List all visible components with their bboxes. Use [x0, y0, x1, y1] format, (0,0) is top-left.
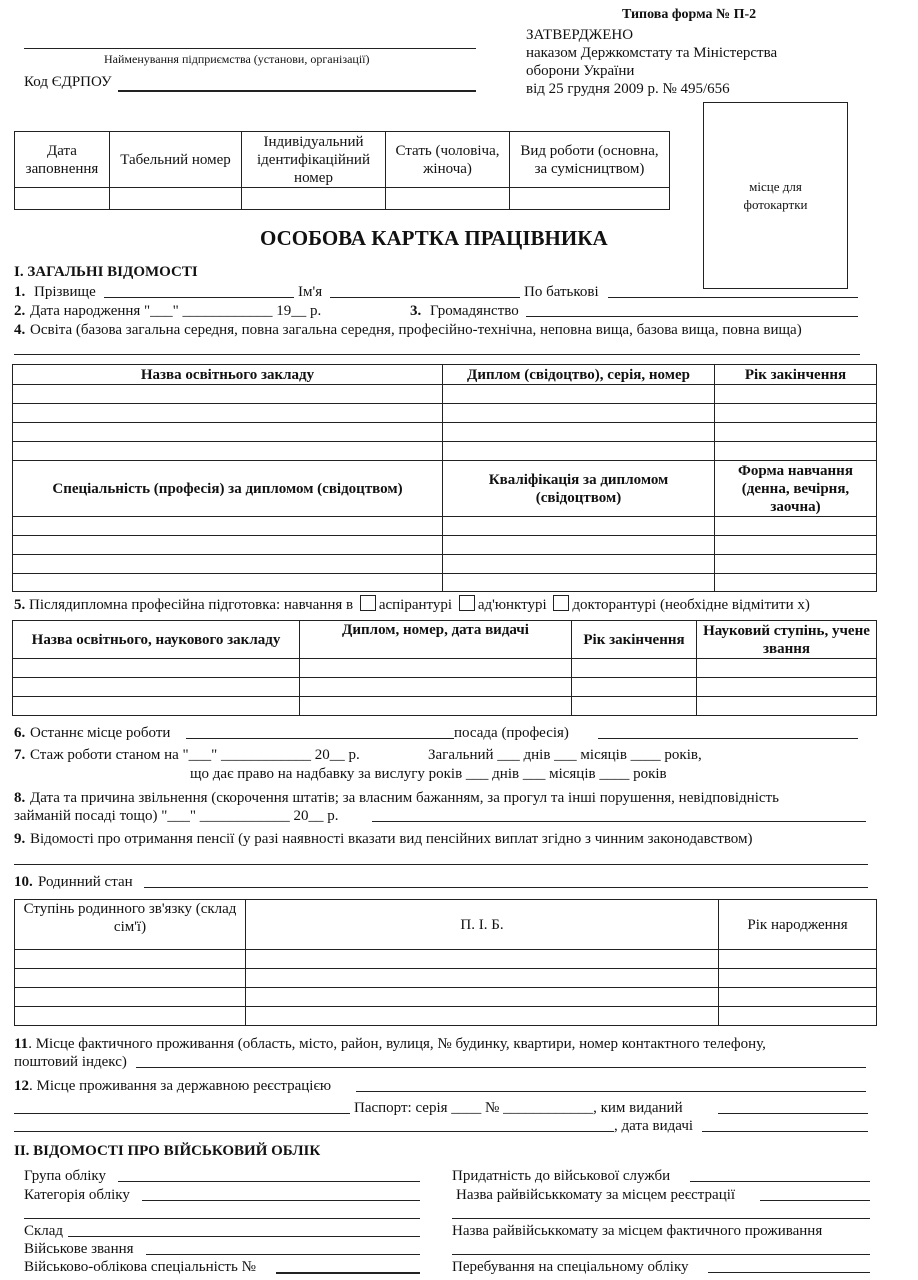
- adyunktura-label: ад'юнктурі: [477, 597, 547, 613]
- photo-placeholder: [703, 102, 848, 289]
- work-type-cell[interactable]: [510, 188, 670, 210]
- aspirantura-checkbox[interactable]: [360, 595, 376, 611]
- last-job-label: Останнє місце роботи: [30, 725, 171, 741]
- group-field[interactable]: [118, 1181, 420, 1182]
- rank-field[interactable]: [146, 1254, 420, 1255]
- issue-date-field[interactable]: [702, 1131, 868, 1132]
- patronymic-label: По батькові: [524, 284, 599, 300]
- header-tax-id: Індивідуальний ідентифікаційний номер: [242, 132, 386, 188]
- special-label: Перебування на спеціальному обліку: [452, 1259, 689, 1275]
- registration-field-2[interactable]: [14, 1113, 350, 1114]
- fam-cell[interactable]: [246, 988, 719, 1007]
- pg-cell[interactable]: [13, 659, 300, 678]
- fam-cell[interactable]: [719, 988, 877, 1007]
- item8-number: 8.: [14, 790, 26, 806]
- office-reg-field-2[interactable]: [452, 1218, 870, 1219]
- fam-cell[interactable]: [719, 1007, 877, 1026]
- header-date-filled: Дата заповнення: [15, 132, 110, 188]
- edu-cell[interactable]: [715, 536, 877, 555]
- surname-label: Прізвище: [34, 284, 96, 300]
- edrpou-field[interactable]: [118, 90, 476, 92]
- pg-cell[interactable]: [300, 678, 572, 697]
- fitness-field[interactable]: [690, 1181, 870, 1182]
- form-type: Типова форма № П-2: [622, 7, 757, 22]
- aspirantura-label: аспірантурі: [378, 597, 453, 613]
- item12-number: 12: [14, 1078, 29, 1094]
- residence-row: [14, 1035, 766, 1053]
- family-field[interactable]: [144, 887, 868, 888]
- edu-cell[interactable]: [715, 404, 877, 423]
- edu-cell[interactable]: [13, 536, 443, 555]
- edu-cell[interactable]: [715, 385, 877, 404]
- special-field[interactable]: [708, 1272, 870, 1273]
- doktorantura-label: докторантурі (необхідне відмітити х): [572, 597, 810, 613]
- edu-cell[interactable]: [443, 517, 715, 536]
- item4-number: 4.: [14, 322, 26, 338]
- edu-header-year: Рік закінчення: [715, 365, 877, 385]
- pg-header-degree: Науковий ступінь, учене звання: [697, 621, 877, 659]
- approved-line-4: від 25 грудня 2009 р. № 495/656: [526, 81, 730, 97]
- edu-cell[interactable]: [443, 536, 715, 555]
- fam-cell[interactable]: [246, 1007, 719, 1026]
- adyunktura-checkbox[interactable]: [459, 595, 475, 611]
- postgrad-table: [12, 620, 877, 716]
- registration-row: [14, 1077, 331, 1095]
- gender-cell[interactable]: [386, 188, 510, 210]
- edu-cell[interactable]: [443, 555, 715, 574]
- date-filled-cell[interactable]: [15, 188, 110, 210]
- personnel-number-cell[interactable]: [110, 188, 242, 210]
- name-field[interactable]: [330, 297, 520, 298]
- office-actual-label: Назва райвійськкомату за місцем фактичного проживання: [452, 1223, 823, 1239]
- position-label: посада (професія): [454, 725, 569, 741]
- issued-by-field[interactable]: [718, 1113, 868, 1114]
- pg-cell[interactable]: [697, 697, 877, 716]
- family-label: Родинний стан: [38, 874, 133, 890]
- pg-cell[interactable]: [572, 697, 697, 716]
- pg-header-institution: Назва освітнього, наукового закладу: [13, 621, 300, 659]
- header-work-type: Вид роботи (основна, за сумісництвом): [510, 132, 670, 188]
- top-info-table: [14, 131, 670, 210]
- pg-cell[interactable]: [300, 659, 572, 678]
- edu-cell[interactable]: [715, 517, 877, 536]
- pg-cell[interactable]: [697, 678, 877, 697]
- category-field[interactable]: [142, 1200, 420, 1201]
- edu-cell[interactable]: [13, 404, 443, 423]
- pension-label: Відомості про отримання пенсії (у разі наявності вказати вид пенсійних виплат згідно з чинним законодавством): [30, 831, 753, 847]
- edu-header-diploma: Диплом (свідоцтво), серія, номер: [443, 365, 715, 385]
- edu-header-study-form: Форма навчання (денна, вечірня, заочна): [715, 461, 877, 517]
- pension-field[interactable]: [14, 864, 868, 865]
- patronymic-field[interactable]: [608, 297, 858, 298]
- edu-cell[interactable]: [443, 442, 715, 461]
- edrpou-label: Код ЄДРПОУ: [24, 74, 112, 90]
- experience-label[interactable]: Стаж роботи станом на "___" ____________ 20__ р.: [30, 747, 360, 763]
- fam-header-relation: Ступінь родинного зв'язку (склад сім'ї): [15, 900, 246, 950]
- office-reg-field[interactable]: [760, 1200, 870, 1201]
- education-field[interactable]: [14, 354, 860, 355]
- org-name-field[interactable]: [24, 48, 476, 49]
- fam-cell[interactable]: [719, 969, 877, 988]
- edu-cell[interactable]: [13, 574, 443, 592]
- dismissal-label-2[interactable]: займаній посаді тощо) "___" ____________ 20__ р.: [14, 808, 339, 824]
- last-job-field[interactable]: [186, 738, 454, 739]
- office-actual-field[interactable]: [452, 1254, 870, 1255]
- surname-field[interactable]: [104, 297, 294, 298]
- rank-label: Військове звання: [24, 1241, 134, 1257]
- citizenship-field[interactable]: [526, 316, 858, 317]
- bonus-experience[interactable]: що дає право на надбавку за вислугу років ___ днів ___ місяців ____ років: [190, 766, 667, 782]
- composition-field[interactable]: [68, 1236, 420, 1237]
- postgrad-row: [14, 595, 810, 614]
- edu-header-institution: Назва освітнього закладу: [13, 365, 443, 385]
- item9-number: 9.: [14, 831, 26, 847]
- fam-cell[interactable]: [246, 969, 719, 988]
- fitness-label: Придатність до військової служби: [452, 1168, 671, 1184]
- residence-label: . Місце фактичного проживання (область, місто, район, вулиця, № будинку, квартири, номер контактного телефону,: [28, 1036, 766, 1052]
- group-label: Група обліку: [24, 1168, 106, 1184]
- pg-cell[interactable]: [13, 697, 300, 716]
- section1-heading: І. ЗАГАЛЬНІ ВІДОМОСТІ: [14, 264, 198, 280]
- education-table: [12, 364, 877, 592]
- item10-number: 10.: [14, 874, 33, 890]
- header-personnel-number: Табельний номер: [110, 132, 242, 188]
- name-label: Ім'я: [298, 284, 323, 300]
- residence-label-2: поштовий індекс): [14, 1054, 127, 1070]
- category-field-2[interactable]: [24, 1218, 420, 1219]
- approved-line-3: оборони України: [526, 63, 635, 79]
- page-title: ОСОБОВА КАРТКА ПРАЦІВНИКА: [260, 226, 608, 250]
- edu-cell[interactable]: [715, 555, 877, 574]
- item2-number: 2.: [14, 303, 26, 319]
- pg-header-year: Рік закінчення: [572, 621, 697, 659]
- item5-number: 5.: [14, 597, 26, 613]
- pg-cell[interactable]: [13, 678, 300, 697]
- dismissal-label: Дата та причина звільнення (скорочення штатів; за власним бажанням, за прогул та інші порушення, невідповідність: [30, 790, 779, 806]
- fam-header-name: П. І. Б.: [246, 900, 719, 950]
- pg-header-diploma: Диплом, номер, дата видачі: [300, 621, 572, 659]
- edu-cell[interactable]: [443, 423, 715, 442]
- issue-date-label: , дата видачі: [614, 1118, 694, 1134]
- fam-header-birth-year: Рік народження: [719, 900, 877, 950]
- registration-field[interactable]: [356, 1091, 866, 1092]
- position-field[interactable]: [598, 738, 858, 739]
- approved-line-2: наказом Держкомстату та Міністерства: [526, 45, 778, 61]
- approved-label: ЗАТВЕРДЖЕНО: [526, 27, 634, 43]
- category-label: Категорія обліку: [24, 1187, 130, 1203]
- org-caption: Найменування підприємства (установи, організації): [104, 52, 370, 66]
- general-experience[interactable]: Загальний ___ днів ___ місяців ____ років,: [428, 747, 702, 763]
- edu-cell[interactable]: [13, 385, 443, 404]
- dismissal-field[interactable]: [372, 821, 866, 822]
- edu-cell[interactable]: [13, 423, 443, 442]
- edu-header-specialty: Спеціальність (професія) за дипломом (свідоцтвом): [13, 461, 443, 517]
- header-gender: Стать (чоловіча, жіноча): [386, 132, 510, 188]
- fam-cell[interactable]: [719, 950, 877, 969]
- fam-cell[interactable]: [15, 1007, 246, 1026]
- item11-number: 11: [14, 1036, 29, 1052]
- edu-cell[interactable]: [13, 555, 443, 574]
- pg-cell[interactable]: [697, 659, 877, 678]
- education-label: Освіта (базова загальна середня, повна загальна середня, професійно-технічна, неповна вища, базова вища, повна вища): [30, 322, 802, 338]
- edu-cell[interactable]: [443, 385, 715, 404]
- specialty-field[interactable]: [276, 1272, 420, 1274]
- specialty-label: Військово-облікова спеціальність №: [24, 1259, 256, 1275]
- office-reg-label: Назва райвійськкомату за місцем реєстрації: [456, 1187, 736, 1203]
- registration-label: . Місце проживання за державною реєстрацією: [29, 1078, 332, 1094]
- photo-label: місце для фотокартки: [743, 178, 808, 212]
- tax-id-cell[interactable]: [242, 188, 386, 210]
- postgrad-label: Післядипломна професійна підготовка: навчання в: [29, 597, 354, 613]
- fam-cell[interactable]: [246, 950, 719, 969]
- edu-cell[interactable]: [715, 423, 877, 442]
- doktorantura-checkbox[interactable]: [553, 595, 569, 611]
- item3-number: 3.: [410, 303, 422, 319]
- edu-cell[interactable]: [715, 574, 877, 592]
- edu-cell[interactable]: [443, 574, 715, 592]
- edu-cell[interactable]: [13, 517, 443, 536]
- edu-cell[interactable]: [13, 442, 443, 461]
- item1-number: 1.: [14, 284, 26, 300]
- pg-cell[interactable]: [300, 697, 572, 716]
- pg-cell[interactable]: [572, 678, 697, 697]
- issued-by-field-2[interactable]: [14, 1131, 614, 1132]
- residence-field[interactable]: [136, 1067, 866, 1068]
- pg-cell[interactable]: [572, 659, 697, 678]
- family-table: [14, 899, 877, 1026]
- fam-cell[interactable]: [15, 988, 246, 1007]
- birth-date-label[interactable]: Дата народження "___" ____________ 19__ р.: [30, 303, 322, 319]
- passport-label[interactable]: Паспорт: серія ____ № ____________, ким виданий: [354, 1100, 683, 1116]
- edu-header-qualification: Кваліфікація за дипломом (свідоцтвом): [443, 461, 715, 517]
- item6-number: 6.: [14, 725, 26, 741]
- edu-cell[interactable]: [715, 442, 877, 461]
- fam-cell[interactable]: [15, 969, 246, 988]
- citizenship-label: Громадянство: [430, 303, 519, 319]
- composition-label: Склад: [24, 1223, 64, 1239]
- fam-cell[interactable]: [15, 950, 246, 969]
- edu-cell[interactable]: [443, 404, 715, 423]
- section2-heading: ІІ. ВІДОМОСТІ ПРО ВІЙСЬКОВИЙ ОБЛІК: [14, 1143, 321, 1159]
- item7-number: 7.: [14, 747, 26, 763]
